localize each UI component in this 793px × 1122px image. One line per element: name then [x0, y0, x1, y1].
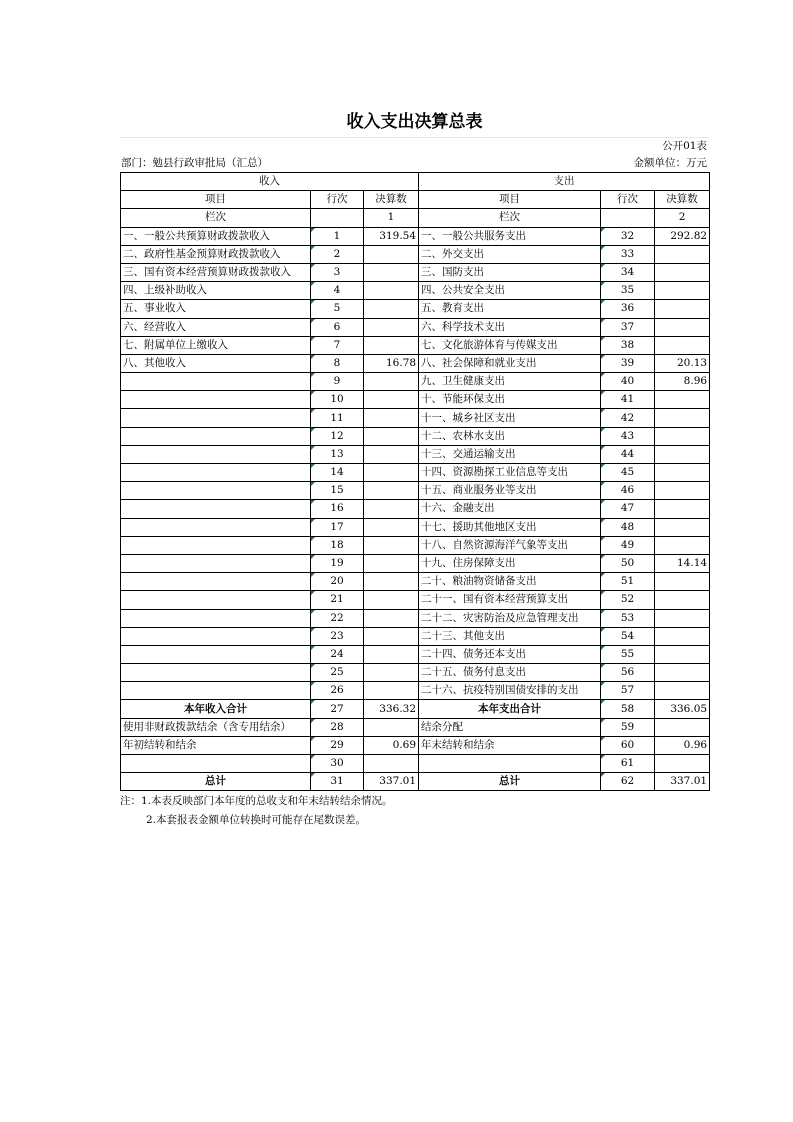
table-row: [121, 282, 710, 300]
expense-rowno-header: 行次: [601, 191, 655, 209]
expense-item-cell: 十三、交通运输支出: [419, 445, 601, 463]
expense-amount-cell: [655, 718, 710, 736]
expense-amount-cell: [655, 482, 710, 500]
income-amount-cell: 0.69: [364, 736, 419, 754]
income-item-header: 项目: [121, 191, 311, 209]
income-index-number: 1: [364, 209, 419, 227]
income-item-cell: 使用非财政拨款结余（含专用结余）: [121, 718, 311, 736]
income-item-cell: 三、国有资本经营预算财政拨款收入: [121, 263, 311, 281]
table-row: [121, 336, 710, 354]
income-rowno-cell: 5: [311, 300, 364, 318]
expense-item-cell: 九、卫生健康支出: [419, 373, 601, 391]
expense-amount-cell: [655, 609, 710, 627]
table-row: [121, 300, 710, 318]
income-index-blank: [311, 209, 364, 227]
income-rowno-cell: 26: [311, 682, 364, 700]
income-rowno-cell: 17: [311, 518, 364, 536]
expense-item-cell: 二十四、债务还本支出: [419, 645, 601, 663]
table-row: [121, 227, 710, 245]
income-item-cell: [121, 554, 311, 572]
expense-amount-cell: [655, 536, 710, 554]
income-rowno-cell: 10: [311, 391, 364, 409]
income-amount-cell: [364, 464, 419, 482]
expense-amount-header: 决算数: [655, 191, 710, 209]
table-row: [121, 682, 710, 700]
income-rowno-cell: 16: [311, 500, 364, 518]
table-body: [121, 227, 710, 791]
table-row: [121, 354, 710, 372]
income-item-cell: [121, 627, 311, 645]
income-amount-cell: [364, 518, 419, 536]
table-row: [121, 427, 710, 445]
income-rowno-cell: 24: [311, 645, 364, 663]
income-item-cell: [121, 464, 311, 482]
column-index-row: [121, 209, 710, 227]
expense-rowno-cell: 34: [601, 263, 655, 281]
expense-amount-cell: [655, 682, 710, 700]
expense-amount-cell: [655, 427, 710, 445]
table-row: [121, 773, 710, 791]
income-amount-cell: [364, 682, 419, 700]
expense-amount-cell: 337.01: [655, 773, 710, 791]
expense-amount-cell: [655, 518, 710, 536]
income-item-cell: 六、经营收入: [121, 318, 311, 336]
income-amount-cell: [364, 664, 419, 682]
income-rowno-cell: 2: [311, 245, 364, 263]
table-row: [121, 645, 710, 663]
income-rowno-cell: 4: [311, 282, 364, 300]
expense-amount-cell: [655, 627, 710, 645]
expense-amount-cell: [655, 263, 710, 281]
table-row: [121, 664, 710, 682]
expense-rowno-cell: 48: [601, 518, 655, 536]
income-item-cell: [121, 536, 311, 554]
expense-item-cell: 二十一、国有资本经营预算支出: [419, 591, 601, 609]
income-rowno-cell: 25: [311, 664, 364, 682]
expense-rowno-cell: 57: [601, 682, 655, 700]
expense-item-cell: 本年支出合计: [419, 700, 601, 718]
income-item-cell: 本年收入合计: [121, 700, 311, 718]
expense-item-cell: 十七、援助其他地区支出: [419, 518, 601, 536]
income-item-cell: [121, 482, 311, 500]
expense-item-cell: 二、外交支出: [419, 245, 601, 263]
department-line: [120, 155, 709, 172]
income-item-cell: [121, 682, 311, 700]
expense-rowno-cell: 54: [601, 627, 655, 645]
income-rowno-header: 行次: [311, 191, 364, 209]
expense-amount-cell: [655, 445, 710, 463]
expense-rowno-cell: 46: [601, 482, 655, 500]
table-row: [121, 755, 710, 773]
income-item-cell: [121, 645, 311, 663]
income-amount-cell: [364, 263, 419, 281]
income-item-cell: 七、附属单位上缴收入: [121, 336, 311, 354]
table-row: [121, 318, 710, 336]
income-amount-cell: [364, 573, 419, 591]
expense-index-label: 栏次: [419, 209, 601, 227]
income-item-cell: [121, 500, 311, 518]
expense-item-cell: [419, 755, 601, 773]
expense-rowno-cell: 42: [601, 409, 655, 427]
income-item-cell: 一、一般公共预算财政拨款收入: [121, 227, 311, 245]
income-rowno-cell: 1: [311, 227, 364, 245]
income-amount-cell: [364, 536, 419, 554]
expense-amount-cell: [655, 591, 710, 609]
income-rowno-cell: 18: [311, 536, 364, 554]
amount-unit: 金额单位：万元: [633, 157, 707, 169]
income-amount-cell: [364, 718, 419, 736]
expense-rowno-cell: 52: [601, 591, 655, 609]
income-rowno-cell: 20: [311, 573, 364, 591]
expense-amount-cell: 14.14: [655, 554, 710, 572]
table-row: [121, 464, 710, 482]
expense-index-blank: [601, 209, 655, 227]
income-rowno-cell: 14: [311, 464, 364, 482]
income-amount-cell: [364, 336, 419, 354]
income-item-cell: [121, 609, 311, 627]
income-amount-cell: [364, 373, 419, 391]
expense-rowno-cell: 38: [601, 336, 655, 354]
expense-amount-cell: [655, 318, 710, 336]
income-item-cell: [121, 373, 311, 391]
expense-item-cell: 十九、住房保障支出: [419, 554, 601, 572]
income-rowno-cell: 11: [311, 409, 364, 427]
table-row: [121, 736, 710, 754]
department-label: 部门：勉县行政审批局（汇总）: [121, 157, 268, 169]
income-amount-cell: [364, 409, 419, 427]
expense-item-header: 项目: [419, 191, 601, 209]
column-header-row: [121, 191, 710, 209]
income-rowno-cell: 7: [311, 336, 364, 354]
expense-item-cell: 二十五、债务付息支出: [419, 664, 601, 682]
summary-table: [120, 172, 710, 791]
income-rowno-cell: 31: [311, 773, 364, 791]
expense-amount-cell: 20.13: [655, 354, 710, 372]
expense-rowno-cell: 33: [601, 245, 655, 263]
expense-rowno-cell: 44: [601, 445, 655, 463]
expense-item-cell: 二十、粮油物资储备支出: [419, 573, 601, 591]
expense-rowno-cell: 39: [601, 354, 655, 372]
income-amount-cell: [364, 482, 419, 500]
table-row: [121, 573, 710, 591]
expense-rowno-cell: 35: [601, 282, 655, 300]
income-item-cell: [121, 409, 311, 427]
expense-rowno-cell: 59: [601, 718, 655, 736]
income-amount-cell: [364, 282, 419, 300]
income-item-cell: 四、上级补助收入: [121, 282, 311, 300]
expense-item-cell: 五、教育支出: [419, 300, 601, 318]
expense-item-cell: 十五、商业服务业等支出: [419, 482, 601, 500]
expense-amount-cell: [655, 573, 710, 591]
income-rowno-cell: 19: [311, 554, 364, 572]
expense-item-cell: 二十六、抗疫特别国债安排的支出: [419, 682, 601, 700]
income-item-cell: [121, 755, 311, 773]
expense-rowno-cell: 43: [601, 427, 655, 445]
income-item-cell: 二、政府性基金预算财政拨款收入: [121, 245, 311, 263]
income-amount-cell: 337.01: [364, 773, 419, 791]
expense-amount-cell: [655, 336, 710, 354]
income-amount-cell: [364, 755, 419, 773]
expense-item-cell: 年末结转和结余: [419, 736, 601, 754]
income-item-cell: 五、事业收入: [121, 300, 311, 318]
expense-amount-cell: [655, 409, 710, 427]
expense-amount-cell: 0.96: [655, 736, 710, 754]
table-row: [121, 609, 710, 627]
income-rowno-cell: 8: [311, 354, 364, 372]
table-row: [121, 482, 710, 500]
table-row: [121, 700, 710, 718]
expense-item-cell: 十四、资源勘探工业信息等支出: [419, 464, 601, 482]
expense-item-cell: 十二、农林水支出: [419, 427, 601, 445]
expense-amount-cell: [655, 391, 710, 409]
expense-amount-cell: [655, 300, 710, 318]
table-row: [121, 500, 710, 518]
income-index-label: 栏次: [121, 209, 311, 227]
expense-amount-cell: 336.05: [655, 700, 710, 718]
expense-amount-cell: [655, 664, 710, 682]
note-1: 注：1.本表反映部门本年度的总收支和年末结转结余情况。: [120, 795, 393, 808]
income-rowno-cell: 27: [311, 700, 364, 718]
expense-amount-cell: 8.96: [655, 373, 710, 391]
income-item-cell: [121, 591, 311, 609]
income-amount-cell: [364, 500, 419, 518]
expense-rowno-cell: 55: [601, 645, 655, 663]
expense-item-cell: 一、一般公共服务支出: [419, 227, 601, 245]
income-rowno-cell: 21: [311, 591, 364, 609]
income-amount-cell: [364, 445, 419, 463]
income-amount-cell: 336.32: [364, 700, 419, 718]
expense-item-cell: 结余分配: [419, 718, 601, 736]
expense-rowno-cell: 62: [601, 773, 655, 791]
income-item-cell: [121, 664, 311, 682]
table-row: [121, 373, 710, 391]
income-amount-cell: [364, 391, 419, 409]
table-row: [121, 591, 710, 609]
income-amount-cell: [364, 300, 419, 318]
expense-amount-cell: [655, 645, 710, 663]
income-item-cell: [121, 427, 311, 445]
expense-item-cell: 三、国防支出: [419, 263, 601, 281]
income-rowno-cell: 3: [311, 263, 364, 281]
expense-rowno-cell: 41: [601, 391, 655, 409]
table-row: [121, 627, 710, 645]
income-item-cell: [121, 391, 311, 409]
form-number: 公开01表: [662, 140, 707, 152]
expense-item-cell: 七、文化旅游体育与传媒支出: [419, 336, 601, 354]
section-header-row: [121, 173, 710, 191]
expense-rowno-cell: 50: [601, 554, 655, 572]
expense-amount-cell: 292.82: [655, 227, 710, 245]
table-row: [121, 554, 710, 572]
expense-item-cell: 四、公共安全支出: [419, 282, 601, 300]
expense-rowno-cell: 61: [601, 755, 655, 773]
income-rowno-cell: 9: [311, 373, 364, 391]
expense-rowno-cell: 45: [601, 464, 655, 482]
expense-rowno-cell: 49: [601, 536, 655, 554]
table-row: [121, 245, 710, 263]
form-number-line: [120, 138, 709, 155]
income-amount-cell: [364, 245, 419, 263]
expense-section-header: 支出: [419, 173, 710, 191]
notes: [120, 792, 709, 830]
expense-rowno-cell: 53: [601, 609, 655, 627]
income-amount-cell: 319.54: [364, 227, 419, 245]
income-rowno-cell: 29: [311, 736, 364, 754]
income-rowno-cell: 6: [311, 318, 364, 336]
income-amount-cell: [364, 645, 419, 663]
income-amount-cell: [364, 627, 419, 645]
expense-item-cell: 总计: [419, 773, 601, 791]
income-amount-cell: 16.78: [364, 354, 419, 372]
expense-item-cell: 十六、金融支出: [419, 500, 601, 518]
income-item-cell: [121, 518, 311, 536]
income-item-cell: 八、其他收入: [121, 354, 311, 372]
income-rowno-cell: 22: [311, 609, 364, 627]
expense-rowno-cell: 32: [601, 227, 655, 245]
income-rowno-cell: 23: [311, 627, 364, 645]
income-rowno-cell: 28: [311, 718, 364, 736]
expense-rowno-cell: 51: [601, 573, 655, 591]
expense-item-cell: 二十二、灾害防治及应急管理支出: [419, 609, 601, 627]
table-row: [121, 263, 710, 281]
expense-rowno-cell: 58: [601, 700, 655, 718]
expense-amount-cell: [655, 464, 710, 482]
income-rowno-cell: 30: [311, 755, 364, 773]
expense-rowno-cell: 47: [601, 500, 655, 518]
table-row: [121, 445, 710, 463]
expense-item-cell: 十、节能环保支出: [419, 391, 601, 409]
expense-item-cell: 十八、自然资源海洋气象等支出: [419, 536, 601, 554]
income-item-cell: 年初结转和结余: [121, 736, 311, 754]
table-row: [121, 536, 710, 554]
income-section-header: 收入: [121, 173, 419, 191]
income-rowno-cell: 15: [311, 482, 364, 500]
report-sheet: [120, 107, 709, 830]
expense-item-cell: 十一、城乡社区支出: [419, 409, 601, 427]
income-amount-cell: [364, 427, 419, 445]
expense-amount-cell: [655, 282, 710, 300]
expense-index-number: 2: [655, 209, 710, 227]
expense-rowno-cell: 60: [601, 736, 655, 754]
expense-rowno-cell: 36: [601, 300, 655, 318]
report-title: 收入支出决算总表: [120, 107, 709, 138]
table-row: [121, 518, 710, 536]
income-amount-cell: [364, 318, 419, 336]
income-amount-cell: [364, 591, 419, 609]
note-2: 2.本套报表金额单位转换时可能存在尾数误差。: [146, 814, 367, 827]
expense-amount-cell: [655, 500, 710, 518]
table-row: [121, 718, 710, 736]
income-amount-cell: [364, 609, 419, 627]
expense-rowno-cell: 40: [601, 373, 655, 391]
expense-rowno-cell: 56: [601, 664, 655, 682]
expense-amount-cell: [655, 245, 710, 263]
income-rowno-cell: 12: [311, 427, 364, 445]
expense-item-cell: 二十三、其他支出: [419, 627, 601, 645]
table-row: [121, 409, 710, 427]
income-item-cell: [121, 573, 311, 591]
income-item-cell: 总计: [121, 773, 311, 791]
expense-amount-cell: [655, 755, 710, 773]
income-amount-cell: [364, 554, 419, 572]
expense-item-cell: 六、科学技术支出: [419, 318, 601, 336]
table-row: [121, 391, 710, 409]
expense-item-cell: 八、社会保障和就业支出: [419, 354, 601, 372]
income-rowno-cell: 13: [311, 445, 364, 463]
income-amount-header: 决算数: [364, 191, 419, 209]
expense-rowno-cell: 37: [601, 318, 655, 336]
income-item-cell: [121, 445, 311, 463]
